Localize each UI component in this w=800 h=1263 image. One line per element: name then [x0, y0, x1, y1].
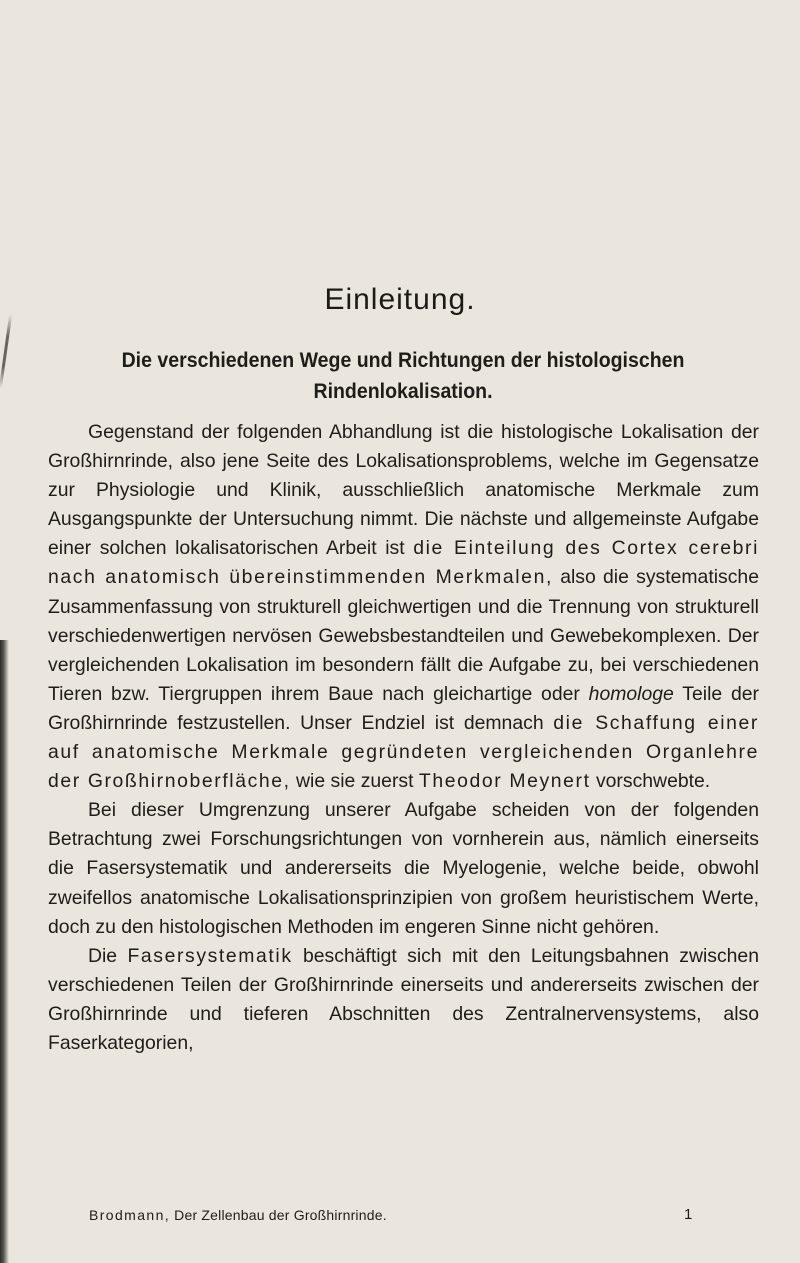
subtitle-line-2: Rindenlokalisation. [313, 380, 493, 403]
p3-emphasis-fasersystematik: Fasersystematik [127, 944, 293, 967]
paragraph-2: Bei dieser Umgrenzung unserer Aufgabe scheiden von der folgenden Betrachtung zwei Forschungsrichtungen von vornherein aus, nämlich einerseits die Fasersystematik und andererseits die Myelogenie, welche beide, obwohl zweifellos anatomische Lokalisationsprinzipien von großem heuristischem Werte, doch zu den histologischen Methoden im engeren Sinne nicht gehören. [48, 799, 759, 938]
p3-text-c: beschäftigt sich mit den Leitungsbahnen zwischen verschiedenen Teilen der Großhirnrinde einerseits und andererseits zwischen der Großhirnrinde und tieferen Abschnitten des Zentralnervensystems, also Faserkategorien, [48, 944, 760, 1054]
p1-text-c: also die systematische Zusammenfassung von strukturell gleichwertigen und die Trennung von strukturell verschiedenwertigen nervösen Gewebsbestandteilen und Gewebekomplexen. Der vergleichenden Lokalisation im besondern fällt die Aufgabe zu, bei verschiedenen Tieren bzw. Tiergruppen ihrem Baue nach gleichartige oder [48, 566, 759, 705]
footer-book-title: Der Zellenbau der Großhirnrinde. [170, 1207, 387, 1223]
paragraph-1 [48, 418, 759, 796]
subtitle-line-1: Die verschiedenen Wege und Richtungen der histologischen [121, 349, 685, 372]
page-edge-mark [0, 314, 12, 389]
page-edge-shadow [0, 640, 9, 1263]
p1-emphasis-meynert: Theodor Meynert [418, 770, 591, 793]
chapter-title: Einleitung. [324, 283, 476, 316]
p1-text-i: vorschwebte. [590, 770, 711, 793]
signature-number: 1 [684, 1206, 693, 1223]
p1-text-a: Gegenstand der folgenden Abhandlung ist die histologische Lokalisation der Großhirnrinde, also jene Seite des Lokalisationsproblems, welche im Gegensatze zur Physiologie und Klinik, ausschließlich anatomische Merkmale zum Ausgangspunkte der Untersuchung nimmt. Die nächste und allgemeinste Aufgabe einer solchen lokalisatorischen Arbeit ist [48, 421, 759, 560]
page-footer [89, 1207, 649, 1223]
p1-emphasis-definition: die Einteilung des Cortex cerebri nach anatomisch übereinstimmenden Merkmalen, [48, 537, 759, 589]
p1-italic-homologe: homologe [588, 682, 674, 705]
section-subtitle [73, 345, 733, 407]
body-text [48, 418, 759, 1058]
footer-author: Brodmann, [89, 1207, 171, 1223]
p1-text-e: Teile der Großhirnrinde festzustellen. Unser Endziel ist demnach [48, 682, 759, 734]
p3-text-a: Die [88, 944, 128, 967]
p1-text-g: wie sie zuerst [290, 770, 419, 793]
p1-emphasis-goal: die Schaffung einer auf anatomische Merkmale gegründeten vergleichenden Organlehre der Großhirnoberfläche, [48, 711, 759, 793]
paragraph-3 [48, 942, 759, 1058]
